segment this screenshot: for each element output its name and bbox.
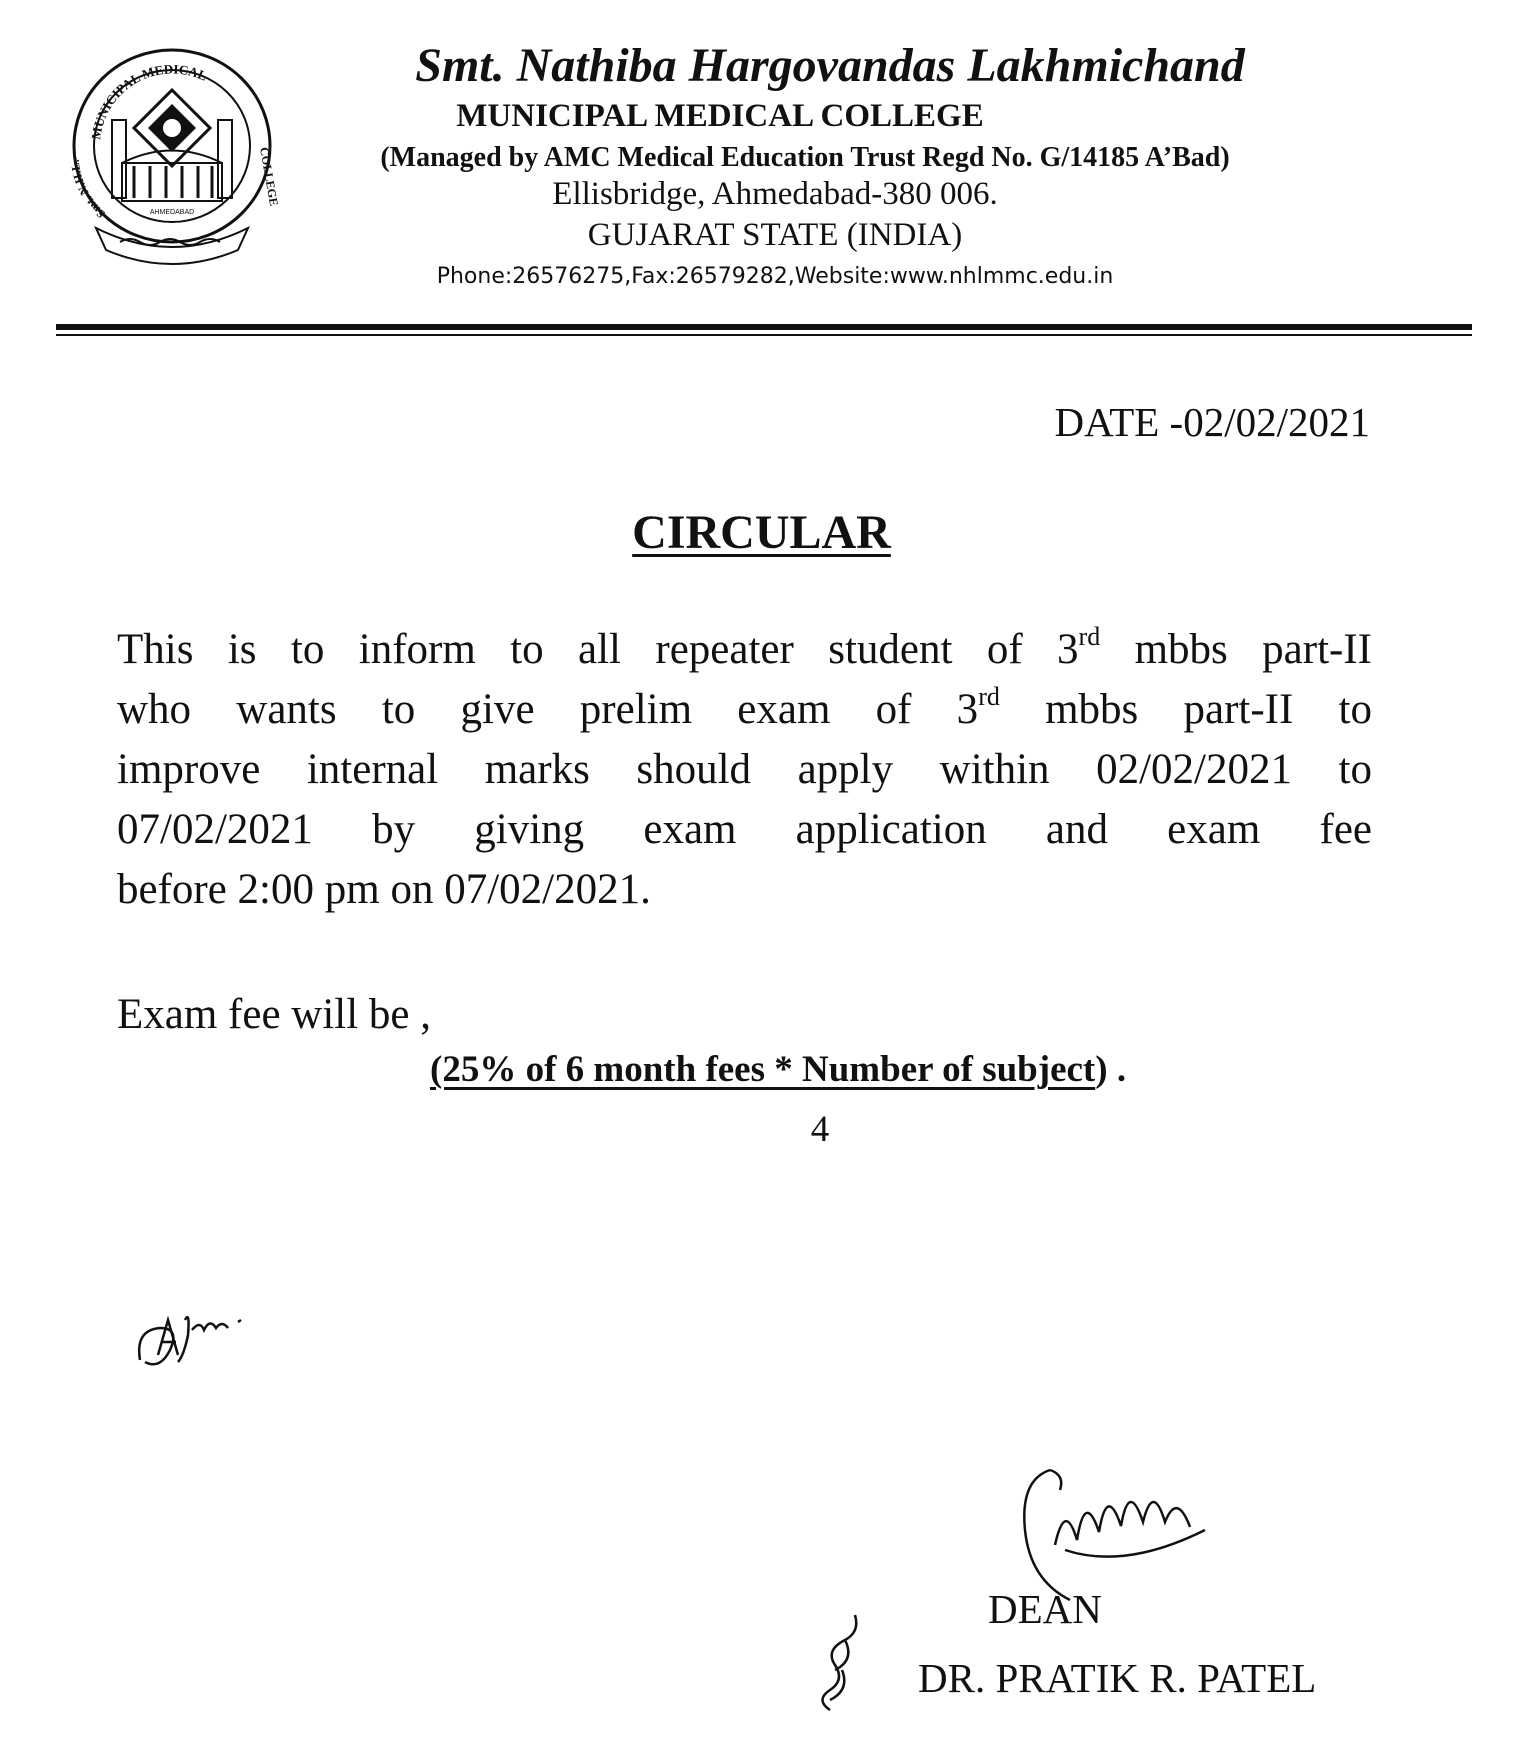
address: Ellisbridge, Ahmedabad-380 006. <box>552 176 998 212</box>
managed-by: (Managed by AMC Medical Education Trust Regd No. G/14185 A’Bad) <box>380 142 1230 173</box>
college-seal-icon <box>60 28 285 268</box>
signatory-role: DEAN <box>988 1586 1102 1632</box>
body-line: 07/02/2021 by giving exam application and exam fee <box>117 806 1372 853</box>
fee-note: 4 <box>810 1109 830 1150</box>
circular-body <box>117 620 1372 920</box>
svg-text:MUNICIPAL MEDICAL: MUNICIPAL MEDICAL <box>88 61 210 141</box>
body-line: improve internal marks should apply within 02/02/2021 to <box>117 746 1372 793</box>
initials-signature-icon <box>130 1300 280 1380</box>
svg-text:Smt. N.H.L.: Smt. N.H.L. <box>67 158 108 222</box>
fee-intro: Exam fee will be , <box>117 991 432 1038</box>
signatory-name: DR. PRATIK R. PATEL <box>918 1655 1317 1701</box>
body-line: before 2:00 pm on 07/02/2021. <box>117 866 651 913</box>
state: GUJARAT STATE (INDIA) <box>587 217 963 253</box>
body-line: This is to inform to all repeater student of 3rd mbbs part-II <box>117 622 1372 673</box>
fee-formula: (25% of 6 month fees * Number of subject) . <box>430 1049 1127 1090</box>
contact-line: Phone:26576275,Fax:26579282,Website:www.nhlmmc.edu.in <box>436 264 1114 289</box>
header-divider <box>56 324 1472 330</box>
college-name: MUNICIPAL MEDICAL COLLEGE <box>456 98 984 134</box>
side-signature-icon <box>810 1610 880 1720</box>
header-divider-thin <box>56 334 1472 336</box>
svg-text:COLLEGE: COLLEGE <box>257 146 282 207</box>
body-line: who wants to give prelim exam of 3rd mbbs part-II to <box>117 682 1372 733</box>
circular-date: DATE -02/02/2021 <box>1054 399 1370 445</box>
institution-name: Smt. Nathiba Hargovandas Lakhmichand <box>415 39 1245 92</box>
circular-title: CIRCULAR <box>632 506 891 559</box>
svg-text:AHMEDABAD: AHMEDABAD <box>149 209 195 216</box>
